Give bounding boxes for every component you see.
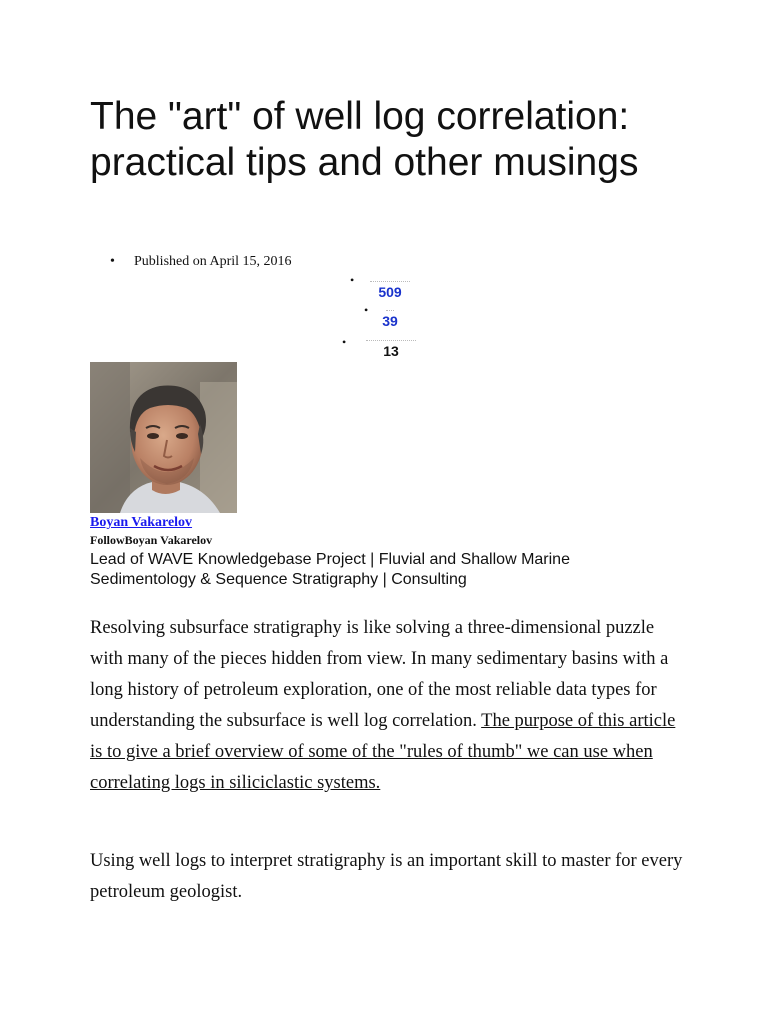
author-headline: Lead of WAVE Knowledgebase Project | Fluvial and Shallow Marine Sedimentology & Sequence Stratigraphy | Consulting [90, 551, 570, 588]
shares-count-value: 13 [383, 343, 399, 359]
comments-count[interactable] [370, 310, 410, 329]
article-paragraph-1 [90, 613, 690, 799]
author-name-link[interactable]: Boyan Vakarelov [90, 515, 193, 530]
comments-count-value: 39 [382, 313, 398, 329]
published-date: Published on April 15, 2016 [134, 254, 292, 269]
list-bullet: • [110, 254, 115, 269]
author-avatar[interactable] [90, 362, 237, 513]
author-photo-icon [90, 362, 237, 513]
article-paragraph-2: Using well logs to interpret stratigraphy is an important skill to master for every petroleum geologist. [90, 851, 683, 902]
paragraph-text: Resolving subsurface stratigraphy is like solving a three-dimensional puzzle with many of the pieces hidden from view. In many sedimentary basins with a long history of petroleum exploration, one of the most reliable data types for understanding the subsurface is well log correlation. [90, 618, 669, 731]
shares-count[interactable] [366, 340, 416, 359]
paragraph-underlined-text: The purpose of this article is to give a brief overview of some of the "rules of thumb" we can use when correlating logs in siliciclastic systems. [90, 711, 676, 793]
likes-count-value: 509 [378, 284, 402, 300]
list-bullet: • [342, 335, 347, 349]
list-bullet: • [364, 303, 369, 317]
published-date-item [110, 254, 292, 270]
likes-count[interactable] [370, 281, 410, 300]
article-title: The "art" of well log correlation: practical tips and other musings [90, 95, 639, 184]
list-bullet: • [350, 273, 355, 287]
follow-author-button[interactable]: FollowBoyan Vakarelov [90, 533, 213, 547]
